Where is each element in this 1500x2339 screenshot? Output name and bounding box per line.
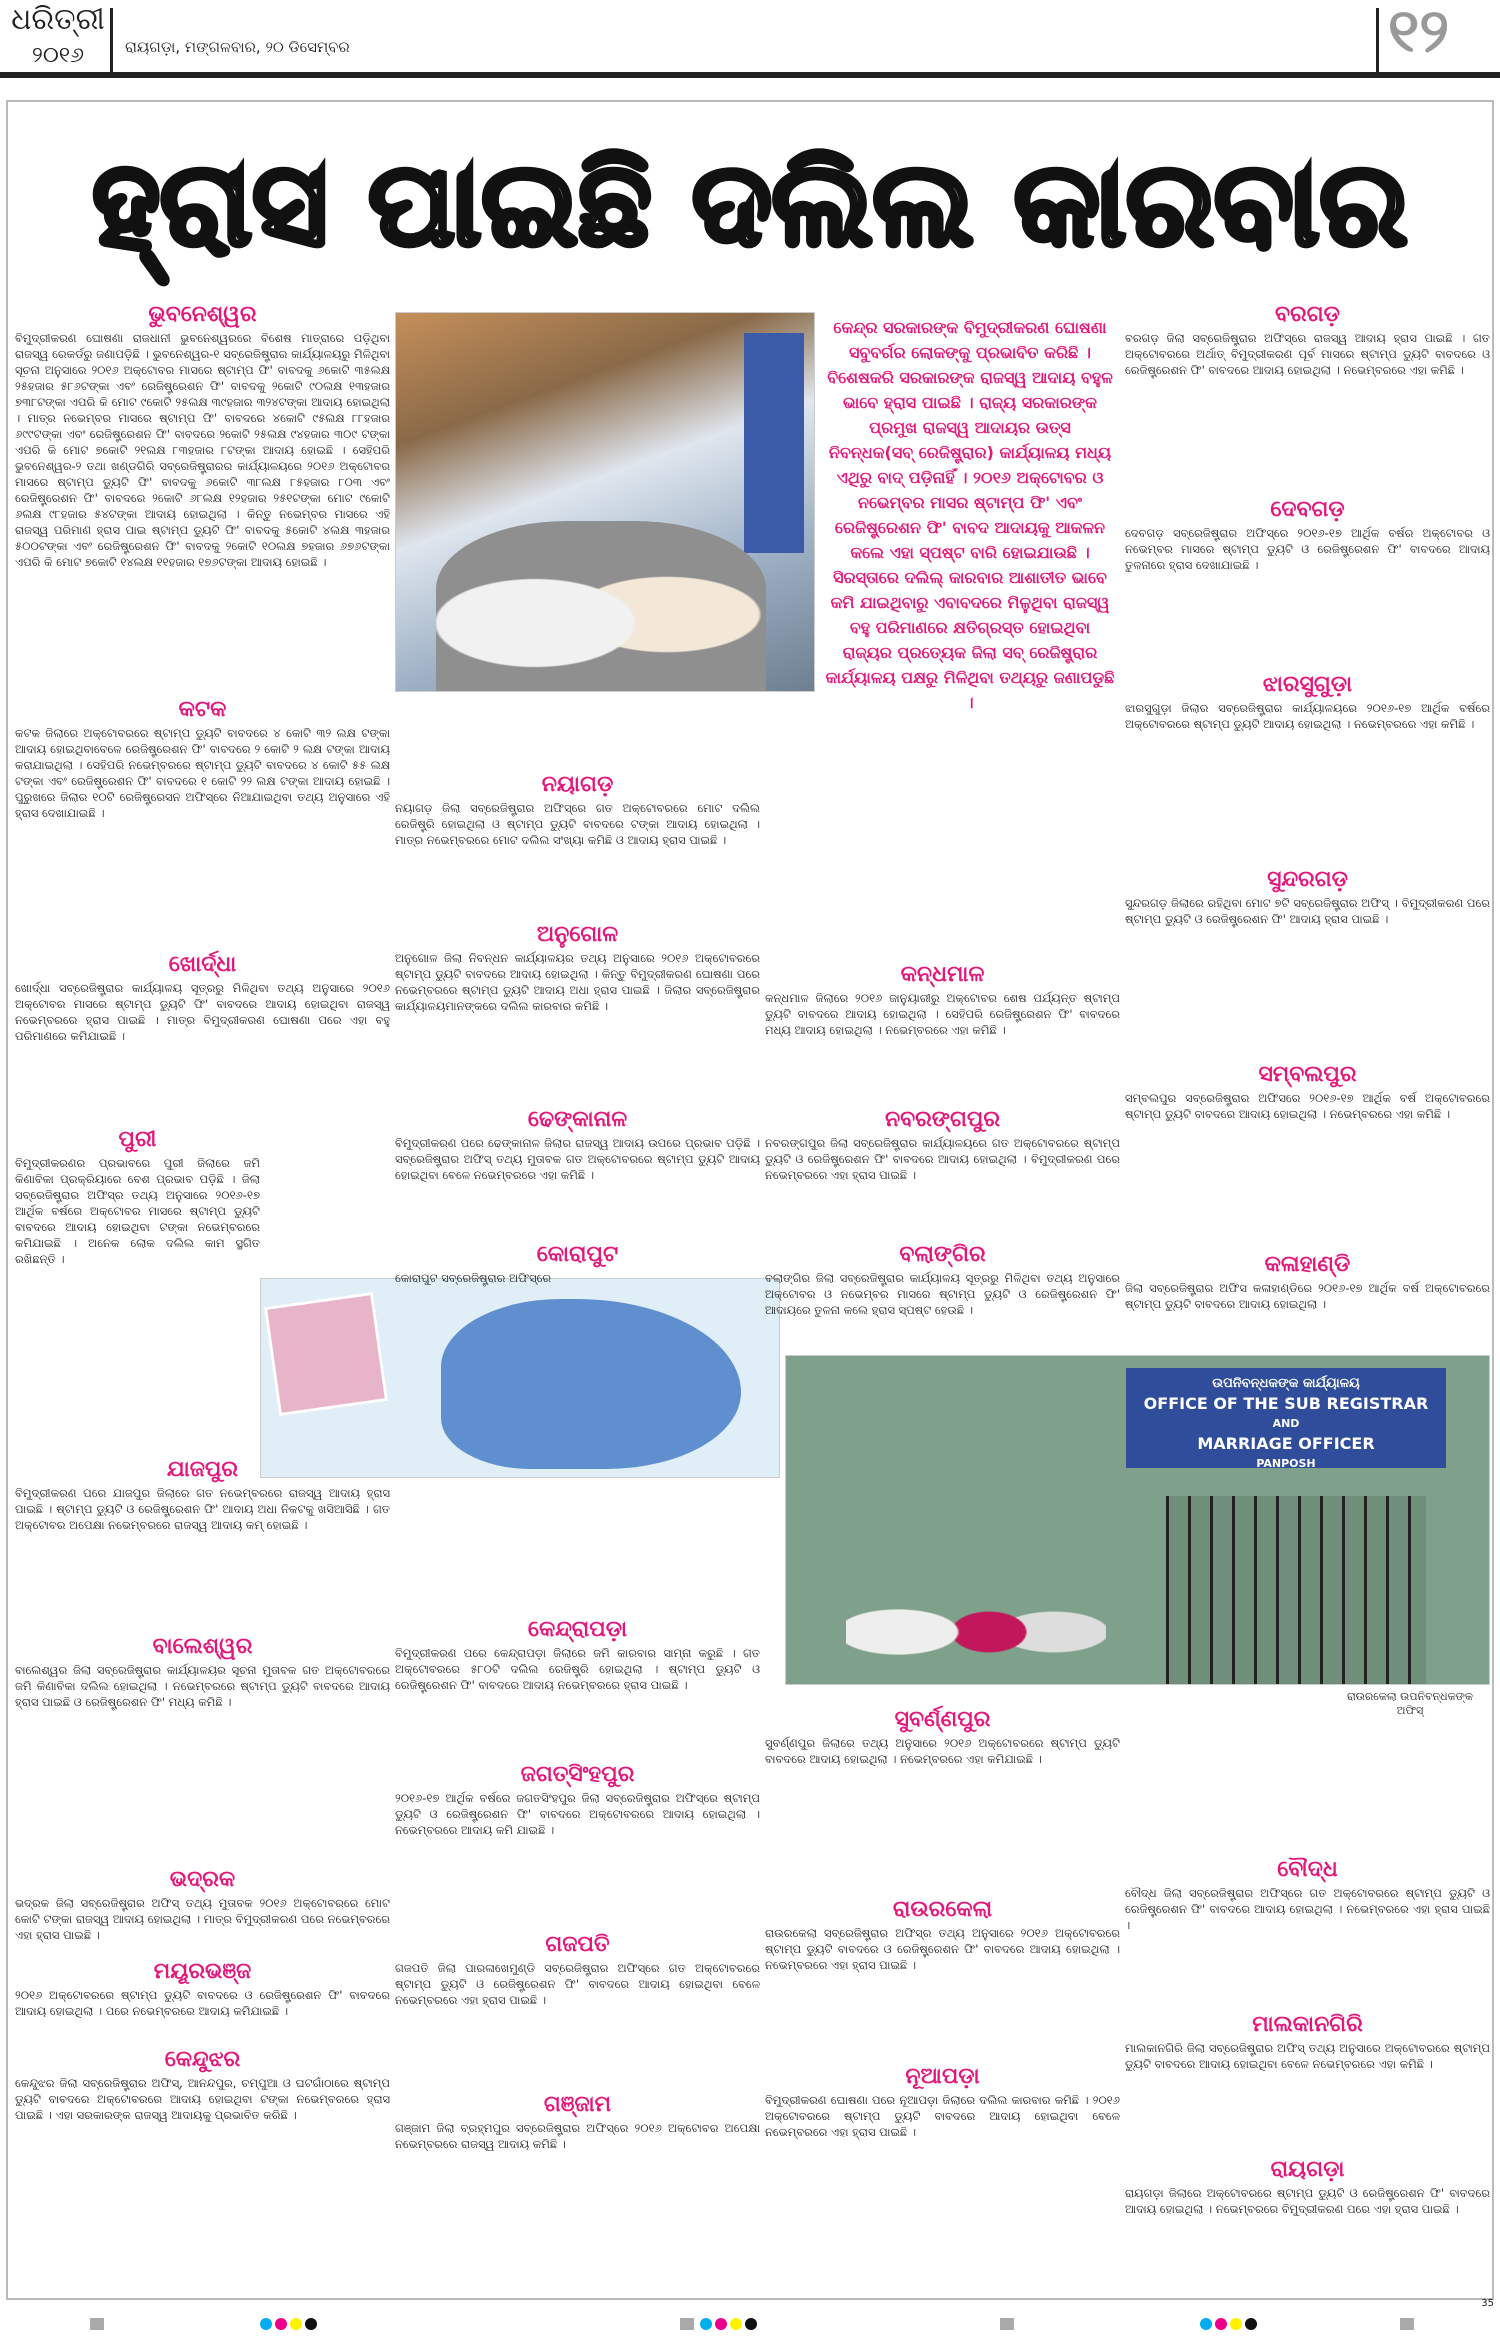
sign-line: AND [1272, 1417, 1300, 1430]
color-dot [700, 2318, 712, 2330]
article-16 [395, 1930, 760, 2008]
district-heading: କେନ୍ଦୁଝର [164, 2047, 241, 2072]
district-heading: ଢେଙ୍କାନାଳ [527, 1107, 628, 1132]
print-registration-mark [680, 2318, 694, 2330]
article-body: ବିମୁଦ୍ରୀକରଣ ଘୋଷଣା ରାଜଧାନୀ ଭୁବନେଶ୍ୱରରେ ବିଶେଷ ମାତ୍ରାରେ ପଡ଼ିଥିବା ରାଜସ୍ୱ ରେକର୍ଡରୁ ଜଣାପଡ଼ିଛି । ଭୁବନେଶ୍ୱର-୧ ସବ୍‌ରେଜିଷ୍ଟ୍ରାର କାର୍ଯ୍ୟାଳୟରୁ ମିଳିଥିବା ସୂଚନା ଅନୁସାରେ ୨୦୧୬ ଅକ୍ଟୋବର ମାସରେ ଷ୍ଟାମ୍ପ ଫି' ବାବଦକୁ ୬କୋଟି ୩୫ଲକ୍ଷ ୨୫ହଜାର ୫୮୬ଟଙ୍କା ଏବଂ ରେଜିଷ୍ଟ୍ରେଶନ ଫି' ବାବଦକୁ ୨କୋଟି ୯୦ଲକ୍ଷ ୧୩ହଜାର ୭୩୮ଟଙ୍କା ଏପରି କି ମୋଟ ୯କୋଟି ୨୫ଲକ୍ଷ ୩୯ହଜାର ୩୨୪ଟଙ୍କା ଆଦାୟ ହୋଇଥିଲା । ମାତ୍ର ନଭେମ୍ବର ମାସରେ ଷ୍ଟାମ୍ପ ଫି' ବାବଦରେ ୪କୋଟି ୯୫ଲକ୍ଷ ୮୮ହଜାର ୬୯୯ଟଙ୍କା ଏବଂ ରେଜିଷ୍ଟ୍ରେଶନ ଫି' ବାବଦରେ ୨କୋଟି ୨୫ଲକ୍ଷ ୯୪ହଜାର ୩୦୯ ଟଙ୍କା ଏପରି କି ମୋଟ ୭କୋଟି ୨୧ଲକ୍ଷ ୮୩ହଜାର ୮ଟଙ୍କା ଆଦାୟ ହୋଇଛି । ସେହିପରି ଭୁବନେଶ୍ୱର-୨ ତଥା ଖଣ୍ଡଗିରି ସବ୍‌ରେଜିଷ୍ଟ୍ରାରର କାର୍ଯ୍ୟାଳୟରେ ୨୦୧୬ ଅକ୍ଟୋବର ମାସରେ ଷ୍ଟାମ୍ପ ଡ୍ୟୁଟି ଫି' ବାବଦକୁ ୬କୋଟି ୩୮ଲକ୍ଷ ୮୫ହଜାର ୮୦୩ ଏବଂ ରେଜିଷ୍ଟ୍ରେଶନ ଫି' ବାବଦରେ ୨କୋଟି ୬୮ଲକ୍ଷ ୧୨ହଜାର ୨୫୧ଟଙ୍କା ମୋଟ ୯କୋଟି ୬ଲକ୍ଷ ୯୮ହଜାର ୫୪ଟଙ୍କା ଆଦାୟ ହୋଇଥିଲା । କିନ୍ତୁ ନଭେମ୍ବର ମାସରେ ଏହି ରାଜସ୍ୱ ପରିମାଣ ହ୍ରାସ ପାଇ ଷ୍ଟାମ୍ପ ଡ୍ୟୁଟି ଫି' ବାବଦକୁ ୫କୋଟି ୪ଲକ୍ଷ ୩ହଜାର ୫୦୦ଟଙ୍କା ଏବଂ ରେଜିଷ୍ଟ୍ରେଶନ ଫି' ବାବଦକୁ ୨କୋଟି ୧୦ଲକ୍ଷ ୭ହଜାର ୬୭୬ଟଙ୍କା ଏପରି କି ମୋଟ ୭କୋଟି ୧୪ଲକ୍ଷ ୧୧ହଜାର ୧୭୬ଟଙ୍କା ଆଦାୟ ହୋଇଛି । [15, 331, 390, 569]
article-1 [15, 300, 390, 570]
article-body: ଜିଲା ସବ୍‌ରେଜିଷ୍ଟ୍ରାର ଅଫିସ କଳାହାଣ୍ଡିରେ ୨୦୧୬-୧୭ ଆର୍ଥିକ ବର୍ଷ ଅକ୍ଟୋବରରେ ଷ୍ଟାମ୍ପ ଡ୍ୟୁଟି ବାବଦରେ ଆଦାୟ ହୋଇଥିଲା । [1125, 1281, 1490, 1311]
photo-office-crowd [395, 312, 815, 692]
article-6 [15, 1632, 390, 1710]
odisha-map-graphic [260, 1278, 780, 1478]
district-heading: ଗଜପତି [545, 1932, 610, 1957]
article-3 [15, 950, 390, 1044]
article-body: ସୁବର୍ଣ୍ଣପୁର ଜିଲାରେ ତଥ୍ୟ ଅନୁସାରେ ୨୦୧୬ ଅକ୍ଟୋବରରେ ଷ୍ଟାମ୍ପ ଡ୍ୟୁଟି ବାବଦରେ ଆଦାୟ ହୋଇଥିଲା । ନଭେମ୍ବରରେ ଏହା କମିଯାଇଛି । [765, 1736, 1120, 1766]
article-14 [395, 1615, 760, 1693]
main-headline: ହ୍ରାସ ପାଇଛି ଦଲିଲ କାରବାର [92, 137, 1408, 272]
district-heading: ଖୋର୍ଦ୍ଧା [168, 952, 237, 977]
divider [1376, 8, 1379, 72]
masthead-logo [8, 4, 108, 72]
district-heading: ଭୁବନେଶ୍ୱର [148, 302, 257, 327]
article-body: ଅନୁଗୋଳ ଜିଲା ନିବନ୍ଧନ କାର୍ଯ୍ୟାଳୟର ତଥ୍ୟ ଅନୁସାରେ ୨୦୧୬ ଅକ୍ଟୋବରରେ ଷ୍ଟାମ୍ପ ଡ୍ୟୁଟି ବାବଦରେ ଆଦାୟ ହୋଇଥିଲା । କିନ୍ତୁ ବିମୁଦ୍ରୀକରଣ ଘୋଷଣା ପରେ ନଭେମ୍ବରରେ ଷ୍ଟାମ୍ପ ଡ୍ୟୁଟି ଆଦାୟ ଅଧା ହ୍ରାସ ପାଇଛି । ଜିଲାର ସବ୍‌ରେଜିଷ୍ଟ୍ରାର କାର୍ଯ୍ୟାଳୟମାନଙ୍କରେ ଦଲିଲ କାରବାର କମିଛି । [395, 951, 760, 1013]
color-dot [745, 2318, 757, 2330]
article-7 [15, 1865, 390, 1943]
article-29 [1125, 1250, 1490, 1312]
district-heading: କଳାହାଣ୍ଡି [1264, 1252, 1351, 1277]
article-body: ରାୟଗଡ଼ା ଜିଲାରେ ଅକ୍ଟୋବରରେ ଷ୍ଟାମ୍ପ ଡ୍ୟୁଟି ଓ ରେଜିଷ୍ଟ୍ରେଶନ ଫି' ବାବଦରେ ଆଦାୟ ହୋଇଥିଲା । ନଭେମ୍ବରରେ ବିମୁଦ୍ରୀକରଣ ପରେ ଏହା ହ୍ରାସ ପାଇଛି । [1125, 2186, 1490, 2216]
district-heading: ସୁବର୍ଣ୍ଣପୁର [894, 1707, 991, 1732]
intro-text: କେନ୍ଦ୍ର ସରକାରଙ୍କ ବିମୁଦ୍ରୀକରଣ ଘୋଷଣା ସବୁବର୍ଗର ଲୋକଙ୍କୁ ପ୍ରଭାବିତ କରିଛି । ବିଶେଷକରି ସରକାରଙ୍କ ରାଜସ୍ୱ ଆଦାୟ ବହୁଳ ଭାବେ ହ୍ରାସ ପାଇଛି । ରାଜ୍ୟ ସରକାରଙ୍କ ପ୍ରମୁଖ ରାଜସ୍ୱ ଆଦାୟର ଉତ୍ସ ନିବନ୍ଧକ(ସବ୍ ରେଜିଷ୍ଟ୍ରାର) କାର୍ଯ୍ୟାଳୟ ମଧ୍ୟ ଏଥିରୁ ବାଦ୍ ପଡ଼ିନାହିଁ । ୨୦୧୬ ଅକ୍ଟୋବର ଓ ନଭେମ୍ବର ମାସର ଷ୍ଟାମ୍ପ ଫି' ଏବଂ ରେଜିଷ୍ଟ୍ରେଶନ ଫି' ବାବଦ ଆଦାୟକୁ ଆକଳନ କଲେ ଏହା ସ୍ପଷ୍ଟ ବାରି ହୋଇଯାଉଛି । ସିରସ୍ତାରେ ଦଲିଲ୍ କାରବାର ଆଶାତୀତ ଭାବେ କମି ଯାଇଥିବାରୁ ଏବାବଦରେ ମିଳୁଥିବା ରାଜସ୍ୱ ବହୁ ପରିମାଣରେ କ୍ଷତିଗ୍ରସ୍ତ ହୋଇଥିବା ରାଜ୍ୟର ପ୍ରତ୍ୟେକ ଜିଲା ସବ୍ ରେଜିଷ୍ଟ୍ରାର କାର୍ଯ୍ୟାଳୟ ପକ୍ଷରୁ ମିଳିଥିବା ତଥ୍ୟରୁ ଜଣାପଡୁଛି । [825, 318, 1115, 712]
article-body: ବିମୁଦ୍ରୀକରଣ ପରେ ଯାଜପୁର ଜିଲାରେ ଗତ ନଭେମ୍ବରରେ ରାଜସ୍ୱ ଆଦାୟ ହ୍ରାସ ପାଇଛି । ଷ୍ଟାମ୍ପ ଡ୍ୟୁଟି ଓ ରେଜିଷ୍ଟ୍ରେଶନ ଫି' ଆଦାୟ ଅଧା ନିକଟକୁ ଖସିଆସିଛି । ଗତ ଅକ୍ଟୋବର ଅପେକ୍ଷା ନଭେମ୍ବରରେ ରାଜସ୍ୱ ଆଦାୟ କମ୍ ହୋଇଛି । [15, 1486, 390, 1532]
article-body: ଝାରସୁଗୁଡ଼ା ଜିଲାର ସବ୍‌ରେଜିଷ୍ଟ୍ରାର କାର୍ଯ୍ୟାଳୟରେ ୨୦୧୬-୧୭ ଆର୍ଥିକ ବର୍ଷରେ ଅକ୍ଟୋବରରେ ଷ୍ଟାମ୍ପ ଡ୍ୟୁଟି ଆଦାୟ ହୋଇଥିଲା । ନଭେମ୍ବରରେ ଏହା କମିଛି । [1125, 701, 1490, 731]
article-30 [1125, 1855, 1490, 1933]
article-5 [15, 1455, 390, 1533]
district-heading: ବରଗଡ଼ [1275, 302, 1340, 327]
page-tag: 35 [1481, 2298, 1494, 2309]
article-2 [15, 695, 390, 821]
article-body: ଭଦ୍ରକ ଜିଲା ସବ୍‌ରେଜିଷ୍ଟ୍ରାର ଅଫିସ୍ ତଥ୍ୟ ମୁତାବକ ୨୦୧୬ ଅକ୍ଟୋବରରେ ମୋଟ କୋଟି ଟଙ୍କା ରାଜସ୍ୱ ଆଦାୟ ହୋଇଥିଲା । ମାତ୍ର ବିମୁଦ୍ରୀକରଣ ପରେ ନଭେମ୍ବରରେ ଏହା ହ୍ରାସ ପାଇଛି । [15, 1896, 390, 1942]
district-heading: ବାଲେଶ୍ୱର [152, 1634, 253, 1659]
photo-people [436, 521, 766, 691]
article-body: ଖୋର୍ଦ୍ଧା ସବ୍‌ରେଜିଷ୍ଟ୍ରାର କାର୍ଯ୍ୟାଳୟ ସୂତ୍ରରୁ ମିଳିଥିବା ତଥ୍ୟ ଅନୁସାରେ ୨୦୧୬ ଅକ୍ଟୋବର ମାସରେ ଷ୍ଟାମ୍ପ ଡ୍ୟୁଟି ଫି' ବାବଦରେ ଆଦାୟ ହୋଇଥିବା ରାଜସ୍ୱ ନଭେମ୍ବରରେ ହ୍ରାସ ପାଇଛି । ମାତ୍ର ବିମୁଦ୍ରୀକରଣ ଘୋଷଣା ପରେ ଏହା ବହୁ ପରିମାଣରେ କମିଯାଇଛି । [15, 981, 390, 1043]
sign-line: PANPOSH [1256, 1457, 1316, 1470]
article-13 [395, 1240, 760, 1286]
article-body: ଦେବଗଡ଼ ସବ୍‌ରେଜିଷ୍ଟ୍ରାର ଅଫିସ୍‌ରେ ୨୦୧୬-୧୭ ଆର୍ଥିକ ବର୍ଷର ଅକ୍ଟୋବର ଓ ନଭେମ୍ବର ମାସରେ ଷ୍ଟାମ୍ପ ଡ୍ୟୁଟି ଓ ରେଜିଷ୍ଟ୍ରେଶନ ଫି' ବାବଦରେ ଆଦାୟ ତୁଳନାରେ ହ୍ରାସ ଦେଖାଯାଇଛି । [1125, 526, 1490, 572]
district-heading: ଦେବଗଡ଼ [1270, 497, 1345, 522]
article-body: ୨୦୧୬-୧୭ ଆର୍ଥିକ ବର୍ଷରେ ଜଗତସିଂହପୁର ଜିଲା ସବ୍‌ରେଜିଷ୍ଟ୍ରାର ଅଫିସ୍‌ରେ ଷ୍ଟାମ୍ପ ଡ୍ୟୁଟି ଓ ରେଜିଷ୍ଟ୍ରେଶନ ଫି' ବାବଦରେ ଅକ୍ଟୋବରରେ ଆଦାୟ ହୋଇଥିଲା । ନଭେମ୍ବରରେ ଆଦାୟ କମି ଯାଇଛି । [395, 1791, 760, 1837]
district-heading: ରାଉରକେଲା [892, 1897, 993, 1922]
color-dot [1245, 2318, 1257, 2330]
article-body: ବୌଦ୍ଧ ଜିଲା ସବ୍‌ରେଜିଷ୍ଟ୍ରାର ଅଫିସ୍‌ରେ ଗତ ଅକ୍ଟୋବରରେ ଷ୍ଟାମ୍ପ ଡ୍ୟୁଟି ଓ ରେଜିଷ୍ଟ୍ରେଶନ ଫି' ବାବଦରେ ଆଦାୟ ହୋଇଥିଲା । ନଭେମ୍ବରରେ ଏହା ହ୍ରାସ ପାଇଛି । [1125, 1886, 1490, 1932]
article-12 [395, 1105, 760, 1183]
article-body: କନ୍ଧମାଳ ଜିଲାରେ ୨୦୧୬ ଜାନୁୟାରୀରୁ ଅକ୍ଟୋବର ଶେଷ ପର୍ଯ୍ୟନ୍ତ ଷ୍ଟାମ୍ପ ଡ୍ୟୁଟି ବାବଦରେ ଆଦାୟ ହୋଇଥିଲା । ସେହିପରି ରେଜିଷ୍ଟ୍ରେଶନ ଫି' ବାବଦରେ ମଧ୍ୟ ଆଦାୟ ହୋଇଥିଲା । ନଭେମ୍ବରରେ ଏହା କମିଛି । [765, 991, 1120, 1037]
color-dot [1215, 2318, 1227, 2330]
article-10 [395, 770, 760, 848]
print-registration-mark [1200, 2318, 1257, 2330]
article-body: କେନ୍ଦୁଝର ଜିଲା ସବ୍‌ରେଜିଷ୍ଟ୍ରାର ଅଫିସ୍, ଆନନ୍ଦପୁର, ଚମ୍ପୁଆ ଓ ଘଟଗାଁଠାରେ ଷ୍ଟାମ୍ପ ଡ୍ୟୁଟି ବାବଦରେ ଅକ୍ଟୋବରରେ ଆଦାୟ ହୋଇଥିବା ଟଙ୍କା ନଭେମ୍ବରରେ ହ୍ରାସ ପାଇଛି । ଏହା ସରକାରଙ୍କ ରାଜସ୍ୱ ଆଦାୟକୁ ପ୍ରଭାବିତ କରିଛି । [15, 2076, 390, 2122]
sign-odia: ଉପନିବନ୍ଧକଙ୍କ କାର୍ଯ୍ୟାଳୟ [1212, 1376, 1360, 1391]
district-heading: ବୌଦ୍ଧ [1277, 1857, 1338, 1882]
sign-line: MARRIAGE OFFICER [1197, 1434, 1375, 1453]
district-heading: ଯାଜପୁର [166, 1457, 239, 1482]
district-heading: ଭଦ୍ରକ [169, 1867, 236, 1892]
map-shape [441, 1299, 741, 1469]
district-heading: କେନ୍ଦ୍ରାପଡ଼ା [527, 1617, 628, 1642]
district-heading: ଗଞ୍ଜାମ [543, 2092, 612, 2117]
print-registration-mark [1000, 2318, 1014, 2330]
district-heading: ବଲାଙ୍ଗିର [899, 1242, 986, 1267]
article-body: କଟକ ଜିଲାରେ ଅକ୍ଟୋବରରେ ଷ୍ଟାମ୍ପ ଡ୍ୟୁଟି ବାବଦରେ ୪ କୋଟି ୩୨ ଲକ୍ଷ ଟଙ୍କା ଆଦାୟ ହୋଇଥିବାବେଳେ ରେଜିଷ୍ଟ୍ରେଶନ ଫି' ବାବଦରେ ୨ କୋଟି ୨ ଲକ୍ଷ ଟଙ୍କା ଆଦାୟ କରାଯାଇଥିଲା । ସେହିପରି ନଭେମ୍ବରରେ ଷ୍ଟାମ୍ପ ଡ୍ୟୁଟି ବାବଦରେ ୪ କୋଟି ୫୫ ଲକ୍ଷ ଟଙ୍କା ଏବଂ ରେଜିଷ୍ଟ୍ରେଶନ ଫି' ବାବଦରେ ୧ କୋଟି ୨୨ ଲକ୍ଷ ଟଙ୍କା ଆଦାୟ ହୋଇଛି । ପୁରୁଖରେ ଜିଲାର ୧୦ଟି ରେଜିଷ୍ଟ୍ରେସନ ଅଫିସ୍‌ରେ ନିଆଯାଇଥିବା ତଥ୍ୟ ଅନୁସାରେ ଏହି ହ୍ରାସ ଦେଖାଯାଇଛି । [15, 726, 390, 820]
photo-sign [744, 333, 804, 553]
article-body: ବରଗଡ଼ ଜିଲା ସବ୍‌ରେଜିଷ୍ଟ୍ରାର ଅଫିସ୍‌ରେ ରାଜସ୍ୱ ଆଦାୟ ହ୍ରାସ ପାଇଛି । ଗତ ଅକ୍ଟୋବରରେ ଅର୍ଥାତ୍ ବିମୁଦ୍ରୀକରଣ ପୂର୍ବ ମାସରେ ଷ୍ଟାମ୍ପ ଡ୍ୟୁଟି ବାବଦରେ ଓ ରେଜିଷ୍ଟ୍ରେଶନ ଫି' ବାବଦରେ ଆଦାୟ ହୋଇଥିଲା । ନଭେମ୍ବରରେ ଏହା କମିଛି । [1125, 331, 1490, 377]
article-body: ସମ୍ବଲପୁର ସବ୍‌ରେଜିଷ୍ଟ୍ରାର ଅଫିସରେ ୨୦୧୬-୧୭ ଆର୍ଥିକ ବର୍ଷ ଅକ୍ଟୋବରରେ ଷ୍ଟାମ୍ପ ଡ୍ୟୁଟି ବାବଦରେ ଆଦାୟ ହୋଇଥିଲା । ନଭେମ୍ବରରେ ଏହା କମିଛି । [1125, 1091, 1490, 1121]
article-body: ନୟାଗଡ଼ ଜିଲା ସବ୍‌ରେଜିଷ୍ଟ୍ରାର ଅଫିସ୍‌ରେ ଗତ ଅକ୍ଟୋବରରେ ମୋଟ ଦଲିଲ ରେଜିଷ୍ଟ୍ରି ହୋଇଥିଲା ଓ ଷ୍ଟାମ୍ପ ଡ୍ୟୁଟି ବାବଦରେ ଟଙ୍କା ଆଦାୟ ହୋଇଥିଲା । ମାତ୍ର ନଭେମ୍ବରରେ ମୋଟ ଦଲିଲ ସଂଖ୍ୟା କମିଛି ଓ ଆଦାୟ ହ୍ରାସ ପାଇଛି । [395, 801, 760, 847]
article-8 [15, 1957, 390, 2019]
page-number: ୧୨ [1388, 0, 1450, 66]
page-header [0, 0, 1500, 78]
photo-sub-registrar-office [785, 1355, 1490, 1685]
district-heading: ମୟୂରଭଞ୍ଜ [153, 1959, 252, 1984]
article-26 [1125, 670, 1490, 732]
stamp-paper-image [264, 1292, 388, 1416]
article-body: ବିମୁଦ୍ରୀକରଣ ପରେ ଢେଙ୍କାନାଳ ଜିଲାର ରାଜସ୍ୱ ଆଦାୟ ଉପରେ ପ୍ରଭାବ ପଡ଼ିଛି । ସବ୍‌ରେଜିଷ୍ଟ୍ରାର ଅଫିସ୍ ତଥ୍ୟ ମୁତାବକ ଗତ ଅକ୍ଟୋବରରେ ଷ୍ଟାମ୍ପ ଡ୍ୟୁଟି ଆଦାୟ ହୋଇଥିବା ବେଳେ ନଭେମ୍ବରରେ ଏହା କମିଛି । [395, 1136, 760, 1182]
article-31 [1125, 2010, 1490, 2072]
article-11 [395, 920, 760, 1014]
article-body: ମାଲକାନଗିରି ଜିଲା ସବ୍‌ରେଜିଷ୍ଟ୍ରାର ଅଫିସ୍ ତଥ୍ୟ ଅନୁସାରେ ଅକ୍ଟୋବରରେ ଷ୍ଟାମ୍ପ ଡ୍ୟୁଟି ବାବଦରେ ଆଦାୟ ହୋଇଥିବା ବେଳେ ନଭେମ୍ବରରେ ଏହା କମିଛି । [1125, 2041, 1490, 2071]
district-heading: କନ୍ଧମାଳ [900, 962, 985, 987]
article-21 [765, 1705, 1120, 1767]
article-body: ବଲାଙ୍ଗିର ଜିଲା ସବ୍‌ରେଜିଷ୍ଟ୍ରାର କାର୍ଯ୍ୟାଳୟ ସୂତ୍ରରୁ ମିଳିଥିବା ତଥ୍ୟ ଅନୁସାରେ ଅକ୍ଟୋବର ଓ ନଭେମ୍ବର ମାସରେ ଷ୍ଟାମ୍ପ ଡ୍ୟୁଟି ଓ ରେଜିଷ୍ଟ୍ରେଶନ ଫି' ଆଦାୟରେ ତୁଳନା କଲେ ହ୍ରାସ ସ୍ପଷ୍ଟ ହେଉଛି । [765, 1271, 1120, 1317]
article-body: ଗଞ୍ଜାମ ଜିଲା ବ୍ରହ୍ମପୁର ସବ୍‌ରେଜିଷ୍ଟ୍ରାର ଅଫିସ୍‌ରେ ୨୦୧୬ ଅକ୍ଟୋବର ଅପେକ୍ଷା ନଭେମ୍ବରରେ ରାଜସ୍ୱ ଆଦାୟ କମିଛି । [395, 2121, 760, 2151]
article-body: ନବରଙ୍ଗପୁର ଜିଲା ସବ୍‌ରେଜିଷ୍ଟ୍ରାର କାର୍ଯ୍ୟାଳୟରେ ଗତ ଅକ୍ଟୋବରରେ ଷ୍ଟାମ୍ପ ଡ୍ୟୁଟି ଓ ରେଜିଷ୍ଟ୍ରେଶନ ଫି' ବାବଦରେ ଆଦାୟ ହୋଇଥିଲା । ବିମୁଦ୍ରୀକରଣ ପରେ ନଭେମ୍ବରରେ ଏହା ହ୍ରାସ ପାଇଛି । [765, 1136, 1120, 1182]
district-heading: ରାୟଗଡ଼ା [1270, 2157, 1345, 2182]
district-heading: ନୟାଗଡ଼ [541, 772, 614, 797]
district-heading: କଟକ [178, 697, 227, 722]
color-dot [1230, 2318, 1242, 2330]
color-dot [730, 2318, 742, 2330]
color-dot [260, 2318, 272, 2330]
article-22 [765, 1895, 1120, 1973]
window-grille [1166, 1496, 1426, 1684]
article-20 [765, 1240, 1120, 1318]
article-body: ବିମୁଦ୍ରୀକରଣର ପ୍ରଭାବରେ ପୁରୀ ଜିଲାରେ ଜମି କିଣାବିକା ପ୍ରକ୍ରିୟାରେ ବେଶ ପ୍ରଭାବ ପଡ଼ିଛି । ଜିଲା ସବ୍‌ରେଜିଷ୍ଟ୍ରାର ଅଫିସ୍‌ର ତଥ୍ୟ ଅନୁସାରେ ୨୦୧୬-୧୭ ଆର୍ଥିକ ବର୍ଷରେ ଅକ୍ଟୋବର ମାସରେ ଷ୍ଟାମ୍ପ ଡ୍ୟୁଟି ବାବଦରେ ଆଦାୟ ହୋଇଥିବା ଟଙ୍କା ନଭେମ୍ବରରେ କମିଯାଇଛି । ଅନେକ ଲୋକ ଦଲିଲ କାମ ସ୍ଥଗିତ ରଖିଛନ୍ତି । [15, 1156, 260, 1266]
article-24 [1125, 300, 1490, 378]
article-4 [15, 1125, 260, 1267]
district-heading: ସୁନ୍ଦରଗଡ଼ [1267, 867, 1348, 892]
office-signboard [1126, 1368, 1446, 1468]
district-heading: ଝାରସୁଗୁଡ଼ା [1262, 672, 1353, 697]
article-body: ୨୦୧୬ ଅକ୍ଟୋବରରେ ଷ୍ଟାମ୍ପ ଡ୍ୟୁଟି ବାବଦରେ ଓ ରେଜିଷ୍ଟ୍ରେଶନ ଫି' ବାବଦରେ ଆଦାୟ ହୋଇଥିଲା । ପରେ ନଭେମ୍ବରରେ ଆଦାୟ କମିଯାଇଛି । [15, 1988, 390, 2018]
article-body: ଗଜପତି ଜିଲା ପାରଳାଖେମୁଣ୍ଡି ସବ୍‌ରେଜିଷ୍ଟ୍ରାର ଅଫିସ୍‌ରେ ଗତ ଅକ୍ଟୋବରରେ ଷ୍ଟାମ୍ପ ଡ୍ୟୁଟି ଓ ରେଜିଷ୍ଟ୍ରେଶନ ଫି' ବାବଦରେ ଆଦାୟ ହୋଇଥିବା ବେଳେ ନଭେମ୍ବରରେ ଏହା ହ୍ରାସ ପାଇଛି । [395, 1961, 760, 2007]
article-23 [765, 2062, 1120, 2140]
article-body: କୋରାପୁଟ ସବ୍‌ରେଜିଷ୍ଟ୍ରାର ଅଫିସ୍‌ରେ [395, 1271, 552, 1285]
photo-caption: ରାଉରକେଲା ଉପନିବନ୍ଧକଙ୍କ ଅଫିସ୍ [1346, 1690, 1473, 1717]
divider [110, 8, 113, 72]
print-registration-mark [700, 2318, 757, 2330]
color-dot [275, 2318, 287, 2330]
district-heading: ଜଗତ୍‌ସିଂହପୁର [520, 1762, 635, 1787]
masthead-year: ୨୦୧୬ [31, 43, 85, 68]
district-heading: ମାଲକାନଗିରି [1252, 2012, 1363, 2037]
dateline: ରାୟଗଡ଼ା, ମଙ୍ଗଳବାର, ୨୦ ଡିସେମ୍ବର [125, 38, 350, 56]
print-registration-mark [260, 2318, 317, 2330]
district-heading: ସମ୍ବଲପୁର [1258, 1062, 1357, 1087]
article-25 [1125, 495, 1490, 573]
print-registration-mark [90, 2318, 104, 2330]
article-body: ବିମୁଦ୍ରୀକରଣ ପରେ କେନ୍ଦ୍ରାପଡ଼ା ଜିଲାରେ ଜମି କାରବାର ସାମ୍ନା କରୁଛି । ଗତ ଅକ୍ଟୋବରରେ ୫୮୦ଟି ଦଲିଲ ରେଜିଷ୍ଟ୍ରି ହୋଇଥିଲା । ଷ୍ଟାମ୍ପ ଡ୍ୟୁଟି ଓ ରେଜିଷ୍ଟ୍ରେଶନ ଫି' ବାବଦରେ ଆଦାୟ ନଭେମ୍ବରରେ ହ୍ରାସ ପାଇଛି । [395, 1646, 760, 1692]
district-heading: କୋରାପୁଟ [536, 1242, 619, 1267]
photo-people [846, 1554, 1106, 1684]
color-dot [715, 2318, 727, 2330]
article-28 [1125, 1060, 1490, 1122]
color-dot [1200, 2318, 1212, 2330]
district-heading: ଅନୁଗୋଳ [536, 922, 619, 947]
district-heading: ପୁରୀ [118, 1127, 157, 1152]
article-19 [765, 1105, 1120, 1183]
article-18 [765, 960, 1120, 1038]
article-15 [395, 1760, 760, 1838]
color-dot [290, 2318, 302, 2330]
article-17 [395, 2090, 760, 2152]
district-heading: ନବରଙ୍ଗପୁର [884, 1107, 1001, 1132]
article-32 [1125, 2155, 1490, 2217]
print-registration-mark [1400, 2318, 1414, 2330]
district-heading: ନୂଆପଡ଼ା [905, 2064, 980, 2089]
article-27 [1125, 865, 1490, 927]
masthead-title: ଧରିତ୍ରୀ [11, 2, 105, 37]
article-body: ବାଲେଶ୍ୱର ଜିଲା ସବ୍‌ରେଜିଷ୍ଟ୍ରାର କାର୍ଯ୍ୟାଳୟର ସୂଚନା ମୁତାବକ ଗତ ଅକ୍ଟୋବରରେ ଜମି କିଣାବିକା ଦଲିଲ ହୋଇଥିଲା । ନଭେମ୍ବରରେ ଷ୍ଟାମ୍ପ ଡ୍ୟୁଟି ବାବଦରେ ଆଦାୟ ହ୍ରାସ ପାଇଛି ଓ ରେଜିଷ୍ଟ୍ରେଶନ ଫି' ମଧ୍ୟ କମିଛି । [15, 1663, 390, 1709]
sign-line: OFFICE OF THE SUB REGISTRAR [1143, 1394, 1429, 1413]
article-body: ରାଉରକେଲା ସବ୍‌ରେଜିଷ୍ଟ୍ରାର ଅଫିସ୍‌ର ତଥ୍ୟ ଅନୁସାରେ ୨୦୧୬ ଅକ୍ଟୋବରରେ ଷ୍ଟାମ୍ପ ଡ୍ୟୁଟି ବାବଦରେ ଓ ରେଜିଷ୍ଟ୍ରେଶନ ଫି' ବାବଦରେ ଆଦାୟ ହୋଇଥିଲା । ନଭେମ୍ବରରେ ଏହା ହ୍ରାସ ପାଇଛି । [765, 1926, 1120, 1972]
article-body: ବିମୁଦ୍ରୀକରଣ ଘୋଷଣା ପରେ ନୂଆପଡ଼ା ଜିଲାରେ ଦଲିଲ କାରବାର କମିଛି । ୨୦୧୬ ଅକ୍ଟୋବରରେ ଷ୍ଟାମ୍ପ ଡ୍ୟୁଟି ବାବଦରେ ଆଦାୟ ହୋଇଥିବା ବେଳେ ନଭେମ୍ବରରେ ଏହା ହ୍ରାସ ପାଇଛି । [765, 2093, 1120, 2139]
article-9 [15, 2045, 390, 2123]
article-body: ସୁନ୍ଦରଗଡ଼ ଜିଲାରେ ରହିଥିବା ମୋଟ ୭ଟି ସବ୍‌ରେଜିଷ୍ଟ୍ରାର ଅଫିସ୍ । ବିମୁଦ୍ରୀକରଣ ପରେ ଷ୍ଟାମ୍ପ ଡ୍ୟୁଟି ଓ ରେଜିଷ୍ଟ୍ରେଶନ ଫି' ଆଦାୟ ହ୍ରାସ ପାଇଛି । [1125, 896, 1490, 926]
color-dot [305, 2318, 317, 2330]
